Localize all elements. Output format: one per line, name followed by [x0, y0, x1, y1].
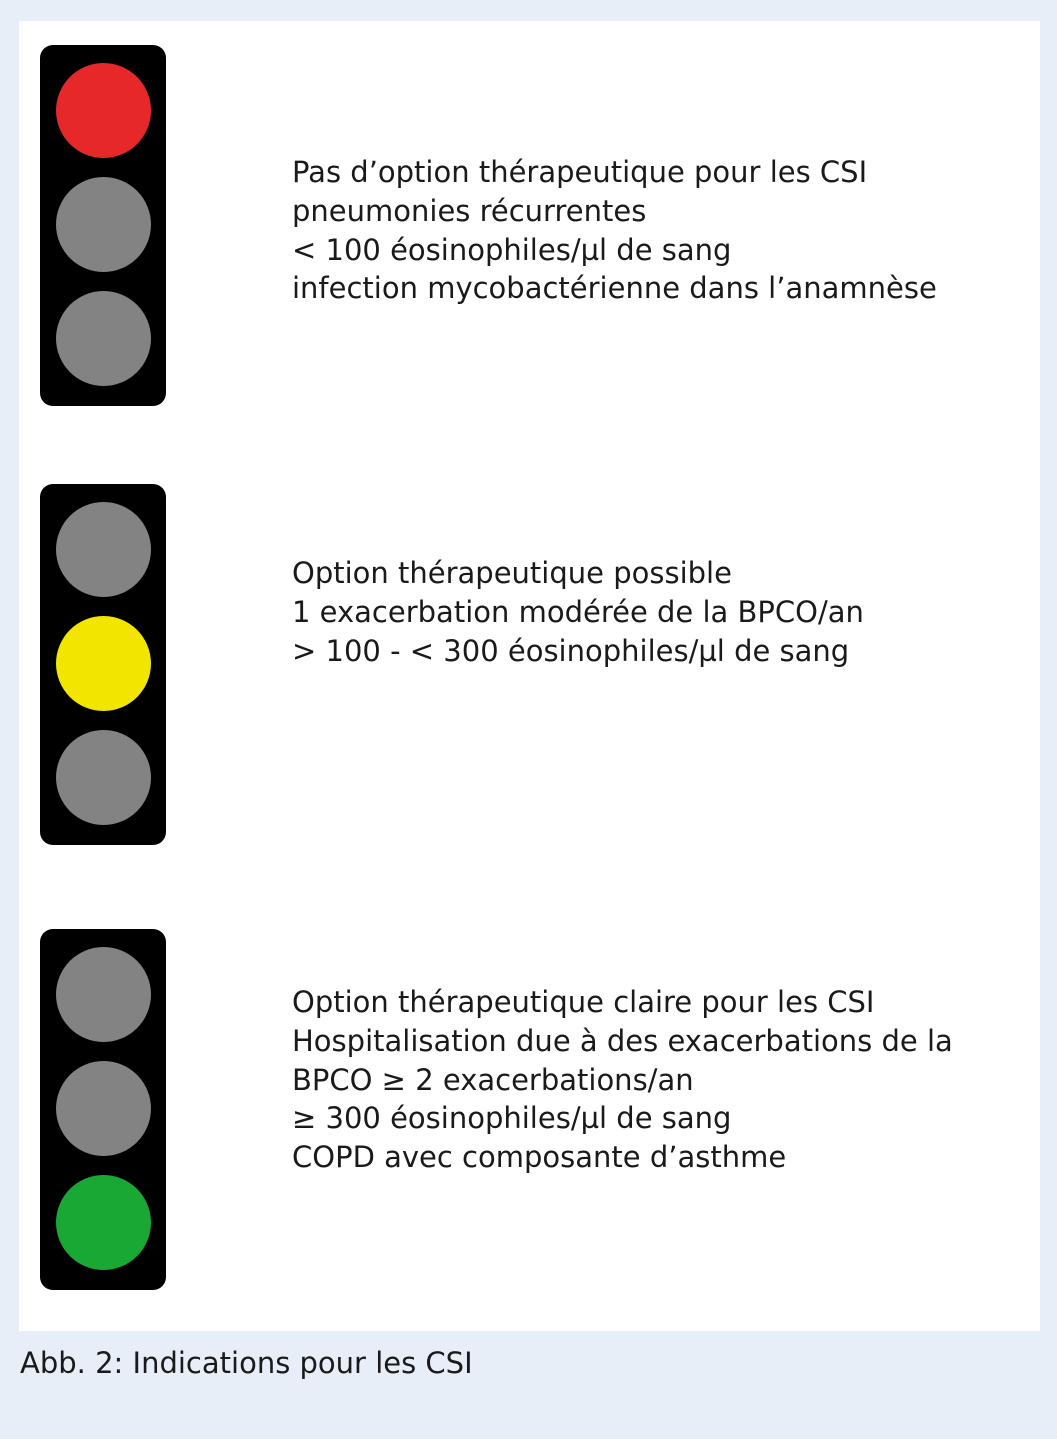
- indication-text-red: [292, 153, 1012, 308]
- indication-line: BPCO ≥ 2 exacerbations/an: [292, 1062, 694, 1097]
- indication-line: Hospitalisation due à des exacerbations de la: [292, 1023, 953, 1058]
- lamp-top: [56, 63, 151, 158]
- traffic-light-green-icon: [40, 929, 166, 1290]
- indication-line: pneumonies récurrentes: [292, 193, 647, 228]
- lamp-top: [56, 502, 151, 597]
- indication-line: 1 exacerbation modérée de la BPCO/an: [292, 594, 864, 629]
- traffic-light-yellow-icon: [40, 484, 166, 845]
- indication-text-yellow: [292, 554, 1012, 670]
- lamp-middle: [56, 616, 151, 711]
- indication-line: > 100 - < 300 éosinophiles/µl de sang: [292, 633, 850, 668]
- lamp-bottom: [56, 1175, 151, 1270]
- indication-line: < 100 éosinophiles/µl de sang: [292, 232, 732, 267]
- figure-caption: Abb. 2: Indications pour les CSI: [20, 1346, 473, 1380]
- indication-line: Option thérapeutique claire pour les CSI: [292, 985, 875, 1019]
- lamp-top: [56, 947, 151, 1042]
- indication-line: Pas d’option thérapeutique pour les CSI: [292, 155, 868, 189]
- lamp-bottom: [56, 730, 151, 825]
- lamp-middle: [56, 177, 151, 272]
- indication-line: ≥ 300 éosinophiles/µl de sang: [292, 1101, 732, 1136]
- figure-panel: [19, 21, 1040, 1331]
- traffic-light-red-icon: [40, 45, 166, 406]
- indication-line: COPD avec composante d’asthme: [292, 1140, 787, 1175]
- indication-line: Option thérapeutique possible: [292, 556, 732, 590]
- indication-text-green: [292, 983, 1012, 1177]
- lamp-middle: [56, 1061, 151, 1156]
- indication-line: infection mycobactérienne dans l’anamnèse: [292, 271, 937, 306]
- lamp-bottom: [56, 291, 151, 386]
